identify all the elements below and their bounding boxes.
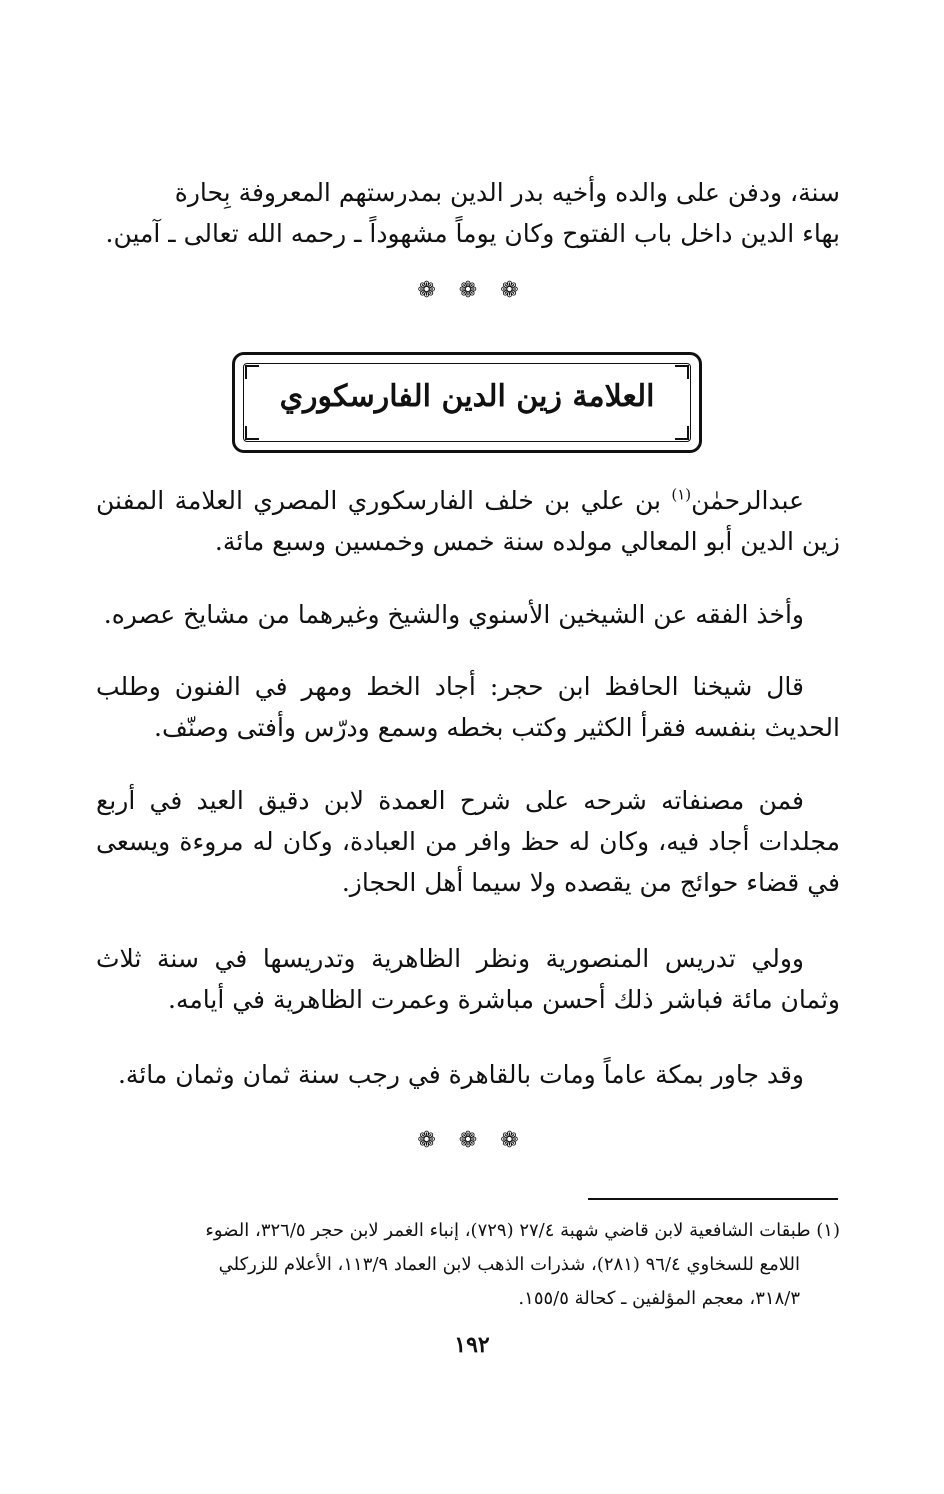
page-number: ١٩٢ — [454, 1332, 490, 1358]
paragraph-ibn-hajar: قال شيخنا الحافظ ابن حجر: أجاد الخط ومهر في الفنون وطلب الحديث بنفسه فقرأ الكثير وكتب بخطه وسمع ودرّس وأفتى وصنّف. — [96, 672, 840, 742]
footnote-marker: (١) — [816, 1220, 840, 1241]
paragraph-works: فمن مصنفاته شرحه على شرح العمدة لابن دقيق العيد في أربع مجلدات أجاد فيه، وكان له حظ وافر من العبادة، وكان له مروءة ويسعى في قضاء حوائج من يقصده ولا سيما أهل الحجاز. — [96, 786, 840, 897]
frame-corner-ornament — [245, 426, 259, 440]
section-title: العلامة زين الدين الفارسكوري — [279, 379, 655, 414]
paragraph-death: وقد جاور بمكة عاماً ومات بالقاهرة في رجب سنة ثمان وثمان مائة. — [117, 1060, 804, 1089]
footnote-divider — [588, 1198, 838, 1200]
bio-text: بن علي بن خلف الفارسكوري المصري العلامة المفنن زين الدين أبو المعالي مولده سنة خمس وخمسين وسبع مائة. — [96, 486, 840, 556]
bio-lead: عبدالرحمٰن — [691, 486, 804, 515]
separator-top: ❁ ❁ ❁ — [417, 278, 527, 303]
separator-bottom: ❁ ❁ ❁ — [417, 1128, 527, 1153]
intro-paragraph — [96, 172, 840, 254]
paragraph-teaching: وولي تدريس المنصورية ونظر الظاهرية وتدريسها في سنة ثلاث وثمان مائة فباشر ذلك أحسن مباشرة وعمرت الظاهرية في أيامه. — [96, 944, 840, 1014]
footnote-line-2: اللامع للسخاوي ٩٦/٤ (٢٨١)، شذرات الذهب لابن العماد ١١٣/٩، الأعلام للزركلي — [218, 1254, 800, 1275]
footnote — [96, 1214, 840, 1316]
paragraph-teachers: وأخذ الفقه عن الشيخين الأسنوي والشيخ وغيرهما من مشايخ عصره. — [103, 600, 804, 629]
frame-corner-ornament — [675, 426, 689, 440]
footnote-line-1: طبقات الشافعية لابن قاضي شهبة ٢٧/٤ (٧٢٩)، إنباء الغمر لابن حجر ٣٢٦/٥، الضوء — [205, 1220, 811, 1241]
footnote-line-3: ٣١٨/٣، معجم المؤلفين ـ كحالة ١٥٥/٥. — [518, 1288, 800, 1309]
bio-paragraph — [96, 480, 840, 562]
intro-line-2: بهاء الدين داخل باب الفتوح وكان يوماً مشهوداً ـ رحمه الله تعالى ـ آمين. — [105, 219, 840, 248]
section-title-frame — [232, 352, 702, 453]
footnote-ref[interactable]: (١) — [671, 485, 692, 504]
intro-line-1: سنة، ودفن على والده وأخيه بدر الدين بمدرستهم المعروفة بِحارة — [174, 178, 840, 207]
